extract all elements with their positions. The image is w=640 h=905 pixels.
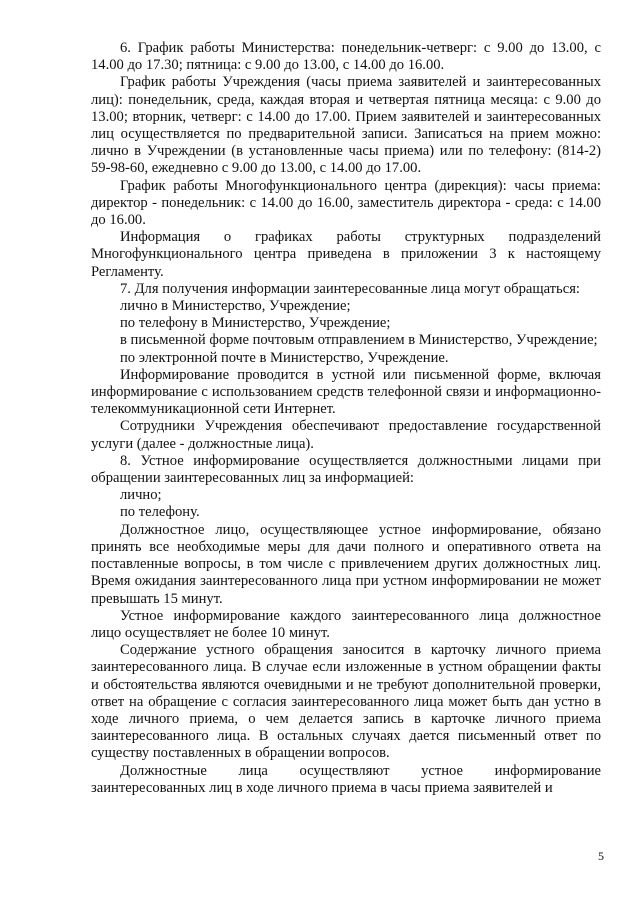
paragraph-work-schedule-institution: График работы Учреждения (часы приема заявителей и заинтересованных лиц): понедельник, среда, каждая вторая и четвертая пятница месяца: с 9.00 до 13.00; вторник, четверг: с 14.00 до 17.00. Прием заявителей и заинтересованных лиц осуществляется по предварительной записи. Записаться на прием можно: лично в Учреждении (в установленные часы приема) или по телефону: (814-2) 59-98-60, ежедневно с 9.00 до 13.00, с 14.00 до 17.00.	[91, 74, 601, 177]
paragraph-section-7: 7. Для получения информации заинтересованные лица могут обращаться:	[120, 280, 580, 297]
paragraph-staff: Сотрудники Учреждения обеспечивают предоставление государственной услуги (далее - должностные лица).	[91, 418, 601, 452]
paragraph-list-in-person: лично в Министерство, Учреждение;	[120, 298, 351, 315]
paragraph-oral-informing-limit: Устное информирование каждого заинтересованного лица должностное лицо осуществляет не более 10 минут.	[91, 607, 601, 641]
paragraph-work-schedule-mfc: График работы Многофункционального центра (дирекция): часы приема: директор - понедельник: с 14.00 до 16.00, заместитель директора - среда: с 14.00 до 16.00.	[91, 177, 601, 229]
paragraph-oral-informing-duty: Должностное лицо, осуществляющее устное информирование, обязано принять все необходимые меры для дачи полного и оперативного ответа на поставленные вопросы, в том числе с привлечением других должностных лиц. Время ожидания заинтересованного лица при устном информировании не может превышать 15 минут.	[91, 521, 601, 607]
paragraph-oral-request-card: Содержание устного обращения заносится в карточку личного приема заинтересованного лица. В случае если изложенные в устном обращении факты и обстоятельства являются очевидными и не требуют дополнительной проверки, ответ на обращение с согласия заинтересованного лица может быть дан устно в ходе личного приема, о чем делается запись в карточке личного приема заинтересованного лица. В остальных случаях дается письменный ответ по существу поставленных в обращении вопросов.	[91, 642, 601, 762]
document-body	[91, 40, 601, 797]
paragraph-informing-forms: Информирование проводится в устной или письменной форме, включая информирование с использованием средств телефонной связи и информационно-телекоммуникационной сети Интернет.	[91, 366, 601, 418]
paragraph-list-personally: лично;	[120, 487, 162, 504]
paragraph-list-email: по электронной почте в Министерство, Учреждение.	[120, 349, 449, 366]
paragraph-mfc-schedule-info: Информация о графиках работы структурных подразделений Многофункционального центра приведена в приложении 3 к настоящему Регламенту.	[91, 229, 601, 280]
paragraph-section-8: 8. Устное информирование осуществляется должностными лицами при обращении заинтересованных лиц за информацией:	[91, 452, 601, 487]
paragraph-list-phone: по телефону в Министерство, Учреждение;	[120, 315, 391, 332]
paragraph-list-by-phone: по телефону.	[120, 504, 200, 521]
paragraph-work-schedule-ministry: 6. График работы Министерства: понедельник-четверг: с 9.00 до 13.00, с 14.00 до 17.30; пятница: с 9.00 до 13.00, с 14.00 до 16.00.	[91, 40, 601, 74]
page-number: 5	[598, 849, 604, 863]
paragraph-personal-reception: Должностные лица осуществляют устное информирование заинтересованных лиц в ходе личного приема в часы приема заявителей и	[91, 762, 601, 796]
paragraph-list-mail: в письменной форме почтовым отправлением в Министерство, Учреждение;	[120, 332, 598, 349]
